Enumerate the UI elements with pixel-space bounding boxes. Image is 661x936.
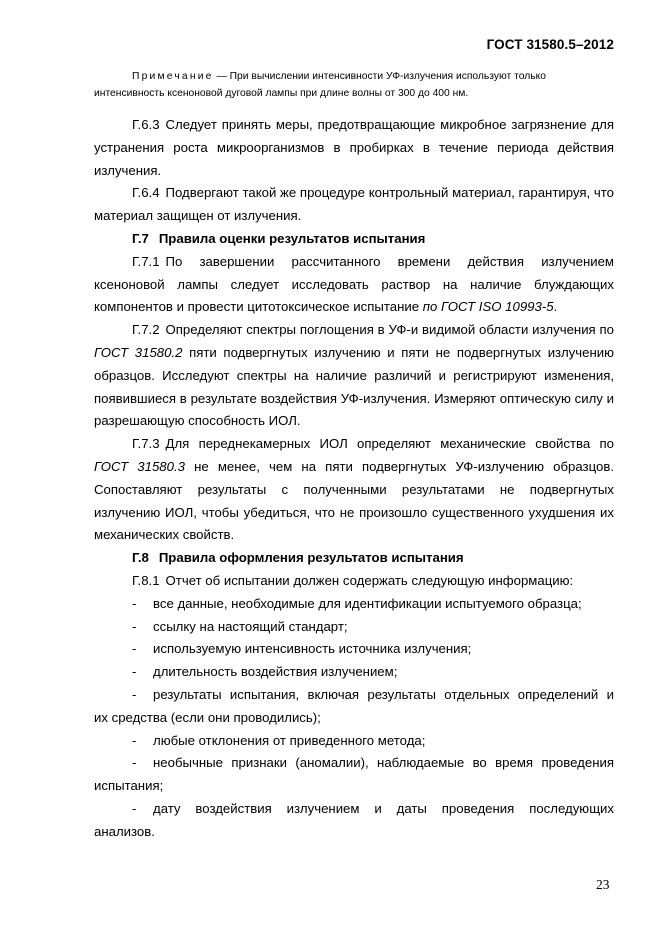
section-number: Г.7 bbox=[132, 230, 149, 246]
standard-reference: по ГОСТ ISO 10993-5 bbox=[422, 299, 554, 315]
clause-text: Следует принять меры, предотвращающие микробное загрязнение для устранения роста микроорганизмов в пробирках в течение периода действия излучения. bbox=[94, 117, 614, 178]
list-item bbox=[94, 752, 614, 798]
list-item-line-1 bbox=[94, 684, 614, 707]
dash-bullet: - bbox=[132, 595, 137, 611]
section-title: Правила оценки результатов испытания bbox=[158, 230, 426, 246]
document-body bbox=[94, 114, 614, 844]
paragraph-g73 bbox=[94, 433, 614, 547]
list-item-text: ссылку на настоящий стандарт; bbox=[153, 618, 348, 634]
paragraph-g71 bbox=[94, 251, 614, 319]
list-item bbox=[94, 661, 614, 684]
clause-text-cont: не менее, чем на пяти подвергнутых УФ-излучению образцов. Сопоставляют результаты с полученными результатами не подвергнутых излучению ИОЛ, чтобы убедиться, что не произошло существенного ухудшения их механических свойств. bbox=[94, 458, 615, 543]
list-item bbox=[94, 638, 614, 661]
list-item-text: используемую интенсивность источника излучения; bbox=[153, 641, 472, 657]
document-page bbox=[94, 0, 614, 936]
list-item bbox=[94, 730, 614, 753]
note-line-2: интенсивность ксеноновой дуговой лампы при длине волны от 300 до 400 нм. bbox=[94, 88, 469, 99]
clause-number: Г.6.4 bbox=[132, 185, 160, 201]
list-item-text: необычные признаки (аномалии), наблюдаемые во время проведения bbox=[153, 755, 614, 771]
list-item-text-cont: анализов. bbox=[94, 823, 155, 839]
dash-bullet: - bbox=[132, 686, 137, 702]
section-title: Правила оформления результатов испытания bbox=[158, 550, 464, 566]
dash-bullet: - bbox=[132, 755, 137, 771]
clause-text: Для переднекамерных ИОЛ определяют механические свойства по bbox=[165, 436, 614, 452]
section-number: Г.8 bbox=[132, 550, 149, 566]
list-item-text-cont: испытания; bbox=[94, 778, 164, 794]
clause-number: Г.8.1 bbox=[132, 572, 160, 588]
section-heading-g7 bbox=[94, 228, 614, 251]
dash-bullet: - bbox=[132, 800, 137, 816]
list-item-text: все данные, необходимые для идентификации испытуемого образца; bbox=[153, 595, 582, 611]
clause-text: Определяют спектры поглощения в УФ-и видимой области излучения по bbox=[165, 322, 614, 338]
clause-text: По завершении рассчитанного времени действия излучением ксеноновой лампы следует исследовать раствор на наличие блуждающих компонентов и провести цитотоксическое испытание bbox=[94, 253, 614, 315]
list-item-line-1 bbox=[94, 798, 614, 821]
list-item-text: результаты испытания, включая результаты отдельных определений и bbox=[153, 686, 614, 702]
standard-code-header: ГОСТ 31580.5–2012 bbox=[486, 37, 614, 52]
list-item-text: дату воздействия излучением и даты проведения последующих bbox=[153, 800, 614, 816]
list-item bbox=[94, 798, 614, 844]
standard-reference: ГОСТ 31580.2 bbox=[94, 344, 183, 360]
note-text-1: — При вычислении интенсивности УФ-излучения используют только bbox=[213, 71, 546, 82]
dash-bullet: - bbox=[132, 641, 137, 657]
paragraph-g64 bbox=[94, 182, 614, 228]
clause-number: Г.7.1 bbox=[132, 253, 160, 269]
list-item bbox=[94, 684, 614, 730]
clause-number: Г.7.3 bbox=[132, 436, 160, 452]
note-label: Примечание bbox=[132, 71, 214, 82]
section-heading-g8 bbox=[94, 547, 614, 570]
note-block bbox=[94, 68, 614, 102]
clause-text: Подвергают такой же процедуре контрольный материал, гарантируя, что материал защищен от излучения. bbox=[94, 185, 614, 224]
note-line-1 bbox=[94, 68, 614, 85]
list-item-line-1 bbox=[94, 752, 614, 775]
standard-reference: ГОСТ 31580.3 bbox=[94, 458, 185, 474]
dash-bullet: - bbox=[132, 618, 137, 634]
clause-end: . bbox=[553, 299, 558, 315]
clause-text-cont: пяти подвергнутых излучению и пяти не подвергнутых излучению образцов. Исследуют спектры на наличие различий и регистрируют изменения, появившиеся в результате воздействия УФ-излучения. Измеряют оптическую силу и разрешающую способность ИОЛ. bbox=[94, 344, 614, 429]
paragraph-g63 bbox=[94, 114, 614, 182]
list-item bbox=[94, 593, 614, 616]
dash-bullet: - bbox=[132, 732, 137, 748]
clause-number: Г.6.3 bbox=[132, 117, 160, 132]
paragraph-g72 bbox=[94, 319, 614, 433]
dash-bullet: - bbox=[132, 664, 137, 680]
page-number: 23 bbox=[596, 877, 610, 892]
clause-number: Г.7.2 bbox=[132, 322, 160, 338]
list-item-text-cont: их средства (если они проводились); bbox=[94, 709, 321, 725]
list-item-text: любые отклонения от приведенного метода; bbox=[153, 732, 426, 748]
list-item-text: длительность воздействия излучением; bbox=[153, 664, 398, 680]
clause-text: Отчет об испытании должен содержать следующую информацию: bbox=[165, 572, 574, 588]
list-item bbox=[94, 616, 614, 639]
paragraph-g81 bbox=[94, 570, 614, 593]
